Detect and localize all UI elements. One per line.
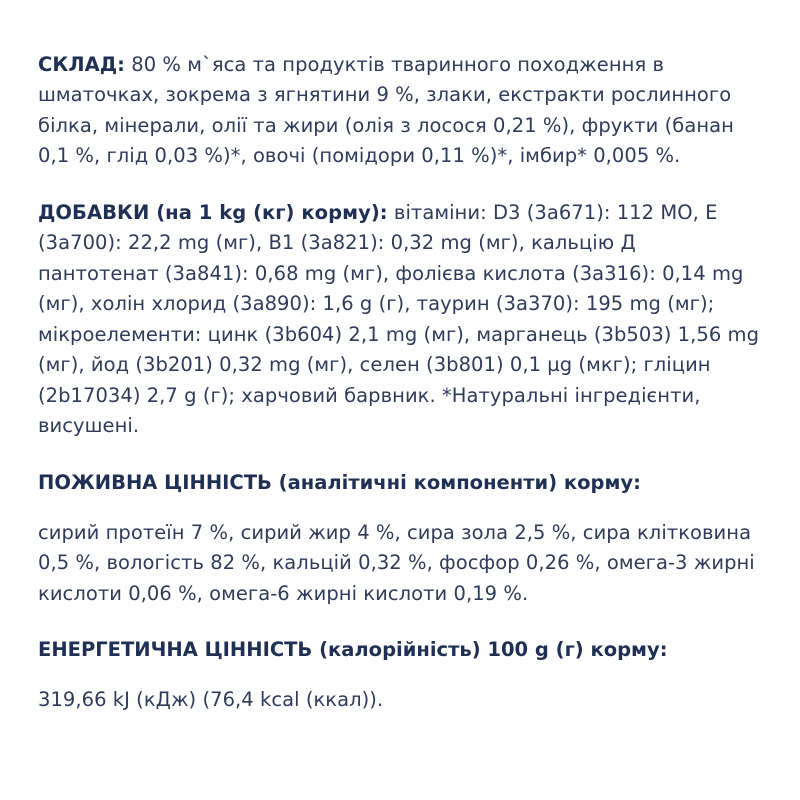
section-energy-value [38,635,762,716]
energy-value-text: 319,66 kJ (кДж) (76,4 kcal (ккал)). [38,688,384,711]
composition-heading: СКЛАД: [38,52,126,76]
nutritional-value-text: сирий протеїн 7 %, сирий жир 4 %, сира зола 2,5 %, сира клітковина 0,5 %, вологість 82 %, кальцій 0,32 %, фосфор 0,26 %, омега-3 жирні кислоти 0,06 %, омега-6 жирні кислоти 0,19 %. [38,520,755,605]
composition-text: 80 % м`яса та продуктів тваринного походження в шматочках, зокрема з ягнятини 9 %, злаки, екстракти рослинного білка, мінерали, олії та жири (олія з лосося 0,21 %), фрукти (банан 0,1 %, глід 0,03 %)*, овочі (помідори 0,11 %)*, імбир* 0,005 %. [38,52,734,167]
energy-value-heading: ЕНЕРГЕТИЧНА ЦІННІСТЬ (калорійність) 100 g (г) корму: [38,638,668,661]
additives-paragraph [38,198,762,442]
composition-paragraph [38,50,762,172]
section-composition [38,50,762,172]
nutritional-value-heading: ПОЖИВНА ЦІННІСТЬ (аналітичні компоненти) корму: [38,470,641,494]
section-nutritional-value [38,468,762,610]
section-additives [38,198,762,442]
additives-heading: ДОБАВКИ (на 1 kg (кг) корму): [38,200,388,224]
additives-text: вітаміни: D3 (3a671): 112 МО, Е (3a700): 22,2 mg (мг), В1 (3a821): 0,32 mg (мг), кальцію Д пантотенат (3a841): 0,68 mg (мг), фолієва кислота (3a316): 0,14 mg (мг), холін хлорид (3a890): 1,6 g (г), таурин (3a370): 195 mg (мг); мікроелементи: цинк (3b604) 2,1 mg (мг), марганець (3b503) 1,56 mg (мг), йод (3b201) 0,32 mg (мг), селен (3b801) 0,1 µg (мкг); гліцин (2b17034) 2,7 g (г); харчовий барвник. *Натуральні інгредієнти, висушені. [38,200,760,437]
